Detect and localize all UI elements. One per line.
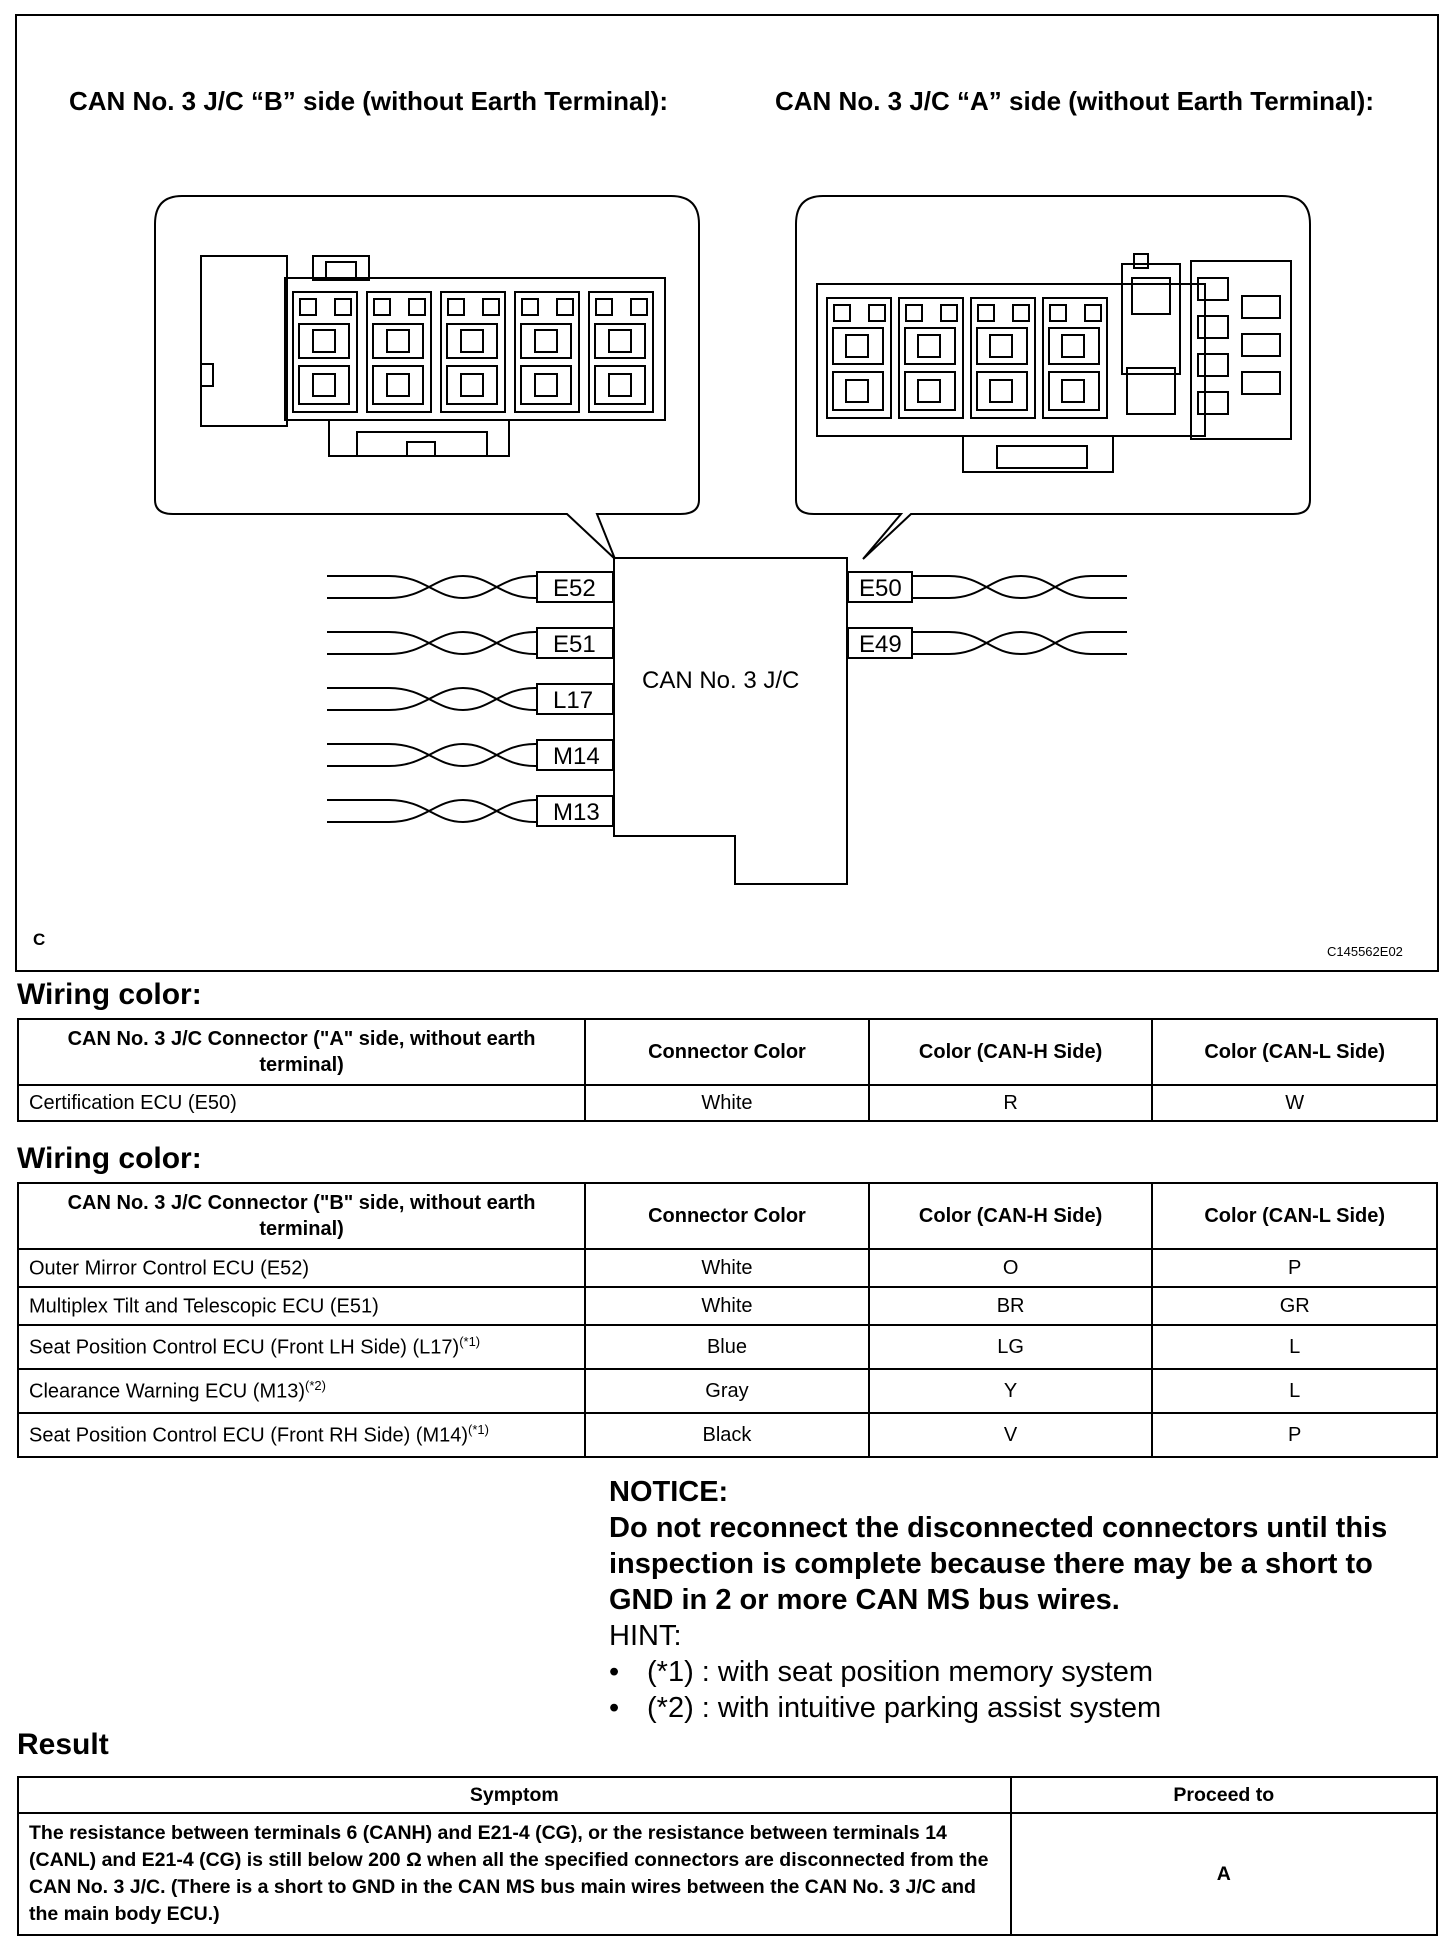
col-can-h: Color (CAN-H Side) — [869, 1183, 1153, 1249]
connector-label-l17: L17 — [553, 687, 594, 714]
a-side-connector-face — [817, 254, 1291, 472]
cell-can-l: L — [1152, 1325, 1437, 1369]
cell-connector-color: White — [585, 1085, 869, 1121]
cell-connector-color: White — [585, 1249, 869, 1287]
cell-can-h: LG — [869, 1325, 1153, 1369]
table-row — [18, 1249, 1437, 1287]
a-side-callout — [796, 196, 1310, 559]
cell-connector-color: White — [585, 1287, 869, 1325]
result-heading: Result — [17, 1728, 109, 1761]
cell-connector: Certification ECU (E50) — [18, 1085, 585, 1121]
cell-can-h: O — [869, 1249, 1153, 1287]
connector-label-e52: E52 — [553, 575, 596, 602]
jc-label: CAN No. 3 J/C — [642, 667, 800, 694]
hint-list — [609, 1654, 1439, 1726]
cell-can-l: P — [1152, 1249, 1437, 1287]
cell-connector-color: Gray — [585, 1369, 869, 1413]
caption-b-side: CAN No. 3 J/C “B” side (without Earth Terminal): — [69, 86, 669, 116]
table-row — [18, 1413, 1437, 1457]
cell-symptom: The resistance between terminals 6 (CANH) and E21-4 (CG), or the resistance between terminals 14 (CANL) and E21-4 (CG) is still below 200 Ω when all the specified connectors are disconnected from the CAN No. 3 J/C. (There is a short to GND in the CAN MS bus main wires between the CAN No. 3 J/C and the main body ECU.) — [18, 1813, 1011, 1935]
cell-connector: Seat Position Control ECU (Front RH Side) $(M14)^{(*1)}$ — [18, 1413, 585, 1457]
list-item: • (*1) : with seat position memory system — [609, 1656, 1154, 1688]
cell-proceed-to: A — [1011, 1813, 1437, 1935]
wiring-color-heading-a: Wiring color: — [17, 978, 202, 1011]
cell-connector-color: Blue — [585, 1325, 869, 1369]
cell-connector: Multiplex Tilt and Telescopic ECU (E51) — [18, 1287, 585, 1325]
col-connector: CAN No. 3 J/C Connector ("A" side, without earth terminal) — [18, 1019, 585, 1085]
jc-box — [614, 558, 847, 884]
connector-label-e50: E50 — [859, 575, 902, 602]
table-row — [18, 1369, 1437, 1413]
bullet: • — [609, 1692, 620, 1724]
cell-connector: Clearance Warning ECU $(M13)^{(*2)}$ — [18, 1369, 585, 1413]
cell-connector-color: Black — [585, 1413, 869, 1457]
table-row — [18, 1287, 1437, 1325]
caption-a-side: CAN No. 3 J/C “A” side (without Earth Terminal): — [775, 86, 1375, 116]
diagram-drawing — [17, 16, 1437, 970]
cell-can-h: BR — [869, 1287, 1153, 1325]
connector-diagram — [15, 14, 1439, 972]
col-proceed-to: Proceed to — [1011, 1777, 1437, 1813]
b-side-callout — [155, 196, 699, 559]
cell-can-h: R — [869, 1085, 1153, 1121]
connector-label-e49: E49 — [859, 631, 902, 658]
table-row — [18, 1085, 1437, 1121]
table-row — [18, 1325, 1437, 1369]
table-row — [18, 1813, 1437, 1935]
bullet: • — [609, 1656, 620, 1688]
table-header-row — [18, 1777, 1437, 1813]
notice-block — [609, 1474, 1439, 1726]
figure-corner-letter: C — [33, 930, 46, 949]
connector-label-m13: M13 — [553, 799, 600, 826]
cell-can-h: Y — [869, 1369, 1153, 1413]
col-can-h: Color (CAN-H Side) — [869, 1019, 1153, 1085]
b-side-connector-face — [201, 256, 665, 456]
hint-title: HINT: — [609, 1620, 682, 1652]
wiring-color-table-a — [17, 1018, 1438, 1122]
wiring-color-heading-b: Wiring color: — [17, 1142, 202, 1175]
cell-connector: Seat Position Control ECU (Front LH Side) $(L17)^{(*1)}$ — [18, 1325, 585, 1369]
notice-text: Do not reconnect the disconnected connectors until this inspection is complete because there may be a short to GND in 2 or more CAN MS bus wires. — [609, 1512, 1388, 1616]
connector-label-m14: M14 — [553, 743, 600, 770]
col-connector-color: Connector Color — [585, 1183, 869, 1249]
cell-can-l: P — [1152, 1413, 1437, 1457]
col-can-l: Color (CAN-L Side) — [1152, 1019, 1437, 1085]
result-table — [17, 1776, 1438, 1936]
col-connector-color: Connector Color — [585, 1019, 869, 1085]
cell-can-l: L — [1152, 1369, 1437, 1413]
cell-can-h: V — [869, 1413, 1153, 1457]
table-header-row — [18, 1183, 1437, 1249]
col-connector: CAN No. 3 J/C Connector ("B" side, without earth terminal) — [18, 1183, 585, 1249]
col-symptom: Symptom — [18, 1777, 1011, 1813]
cell-connector: Outer Mirror Control ECU (E52) — [18, 1249, 585, 1287]
notice-title: NOTICE: — [609, 1476, 729, 1508]
cell-can-l: GR — [1152, 1287, 1437, 1325]
col-can-l: Color (CAN-L Side) — [1152, 1183, 1437, 1249]
table-header-row — [18, 1019, 1437, 1085]
list-item: • (*2) : with intuitive parking assist system — [609, 1692, 1162, 1724]
cell-can-l: W — [1152, 1085, 1437, 1121]
wiring-color-table-b — [17, 1182, 1438, 1458]
connector-label-e51: E51 — [553, 631, 596, 658]
figure-id: C145562E02 — [1327, 944, 1403, 959]
